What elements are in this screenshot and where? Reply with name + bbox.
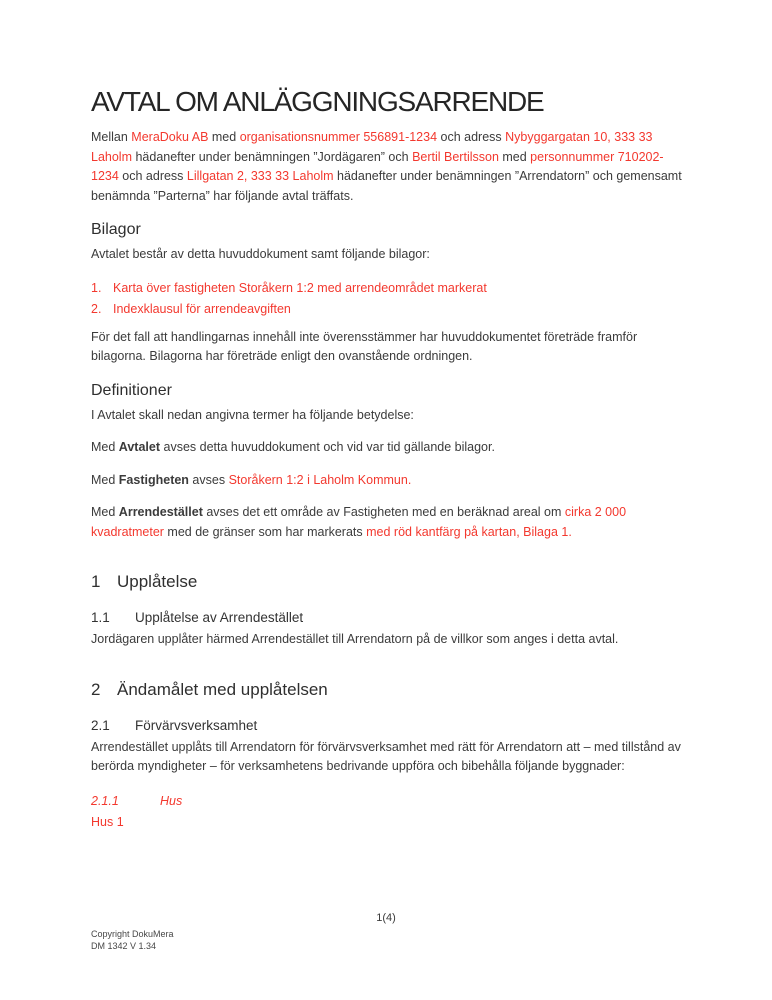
text-run: avses det ett område av Fastigheten med en beräknad areal om <box>202 505 565 519</box>
text-run: Bertil Bertilsson <box>412 149 499 164</box>
definitioner-lead: I Avtalet skall nedan angivna termer ha följande betydelse: <box>91 407 414 422</box>
text-run: avses detta huvuddokument och vid var tid gällande bilagor. <box>160 440 495 454</box>
section-number: 1 <box>91 572 101 591</box>
intro-paragraph <box>91 128 687 206</box>
attachment-item-number: 2. <box>91 301 102 316</box>
attachment-item-2 <box>91 299 687 320</box>
footer-doc-id: DM 1342 V 1.34 <box>91 940 157 951</box>
text-run: Med <box>91 505 119 519</box>
text-run: personnummer 710202-1234 <box>91 149 664 183</box>
subsection-title: Upplåtelse av Arrendestället <box>135 610 304 625</box>
section-2-1-1-value: Hus 1 <box>91 814 124 829</box>
text-run: med <box>208 130 240 144</box>
section-number: 2 <box>91 679 101 699</box>
section-2-1-body: Arrendestället upplåts till Arrendatorn för förvärvsverksamhet med rätt för Arrendatorn att – med tillstånd av berörda myndigheter – för verksamhetens bedrivande uppföra och bibehålla följande byggnader: <box>91 739 681 773</box>
footer-info <box>91 929 174 952</box>
subsection-number: 1.1 <box>91 610 110 625</box>
text-run: Arrendestället <box>118 505 203 519</box>
footer-copyright: Copyright DokuMera <box>91 929 174 939</box>
attachment-item-text: Karta över fastigheten Storåkern 1:2 med arrendeområdet markerat <box>113 280 487 295</box>
text-run: cirka 2 000 kvadratmeter <box>91 505 627 539</box>
section-1-1-body: Jordägaren upplåter härmed Arrendestället till Arrendatorn på de villkor som anges i detta avtal. <box>91 632 619 646</box>
attachment-list <box>91 278 687 320</box>
text-run: hädanefter under benämningen ”Arrendatorn” och gemensamt benämnda ”Parterna” har följande avtal träffats. <box>91 169 682 203</box>
text-run: Nybyggargatan 10, 333 33 Laholm <box>91 130 653 164</box>
attachment-item-number: 1. <box>91 280 102 295</box>
text-run: och adress <box>437 130 506 144</box>
text-run: med <box>498 149 531 164</box>
definition-avtalet <box>91 438 687 458</box>
text-run: Fastigheten <box>118 472 189 487</box>
section-title: Ändamålet med upplåtelsen <box>117 679 328 699</box>
text-run: med röd kantfärg på kartan, Bilaga 1. <box>366 524 572 539</box>
document-title: AVTAL OM ANLÄGGNINGSARRENDE <box>91 86 544 117</box>
heading-section-2-1 <box>91 716 687 736</box>
bilagor-note: För det fall att handlingarnas innehåll inte överensstämmer har huvuddokumentet företräde framför bilagorna. Bilagorna har företräde enligt den ovanstående ordningen. <box>91 329 638 363</box>
text-run: med de gränser som har markerats <box>163 524 367 539</box>
page-number: 1(4) <box>376 912 396 924</box>
heading-section-1-1 <box>91 608 687 628</box>
definition-fastigheten <box>91 471 687 491</box>
definition-arrendestallet <box>91 503 687 542</box>
heading-bilagor: Bilagor <box>91 221 141 238</box>
heading-section-2 <box>91 678 687 702</box>
section-title: Upplåtelse <box>117 572 198 591</box>
subsection-number: 2.1 <box>91 717 110 733</box>
heading-section-1 <box>91 570 687 594</box>
text-run: MeraDoku AB <box>131 130 209 144</box>
text-run: hädanefter under benämningen ”Jordägaren” och <box>132 149 413 164</box>
attachment-item-1 <box>91 278 687 299</box>
heading-section-2-1-1 <box>91 791 687 811</box>
subsubsection-number: 2.1.1 <box>91 793 119 808</box>
text-run: Med <box>91 472 119 487</box>
bilagor-lead: Avtalet består av detta huvuddokument samt följande bilagor: <box>91 247 430 261</box>
text-run: Mellan <box>91 130 132 144</box>
heading-definitioner: Definitioner <box>91 381 172 399</box>
subsubsection-title: Hus <box>160 793 183 808</box>
attachment-item-text: Indexklausul för arrendeavgiften <box>113 301 291 316</box>
text-run: avses <box>188 472 229 487</box>
text-run: Med <box>91 440 119 454</box>
text-run: Avtalet <box>118 440 161 454</box>
text-run: organisationsnummer 556891-1234 <box>239 130 438 144</box>
text-run: och adress <box>118 169 187 183</box>
text-run: Lillgatan 2, 333 33 Laholm <box>186 169 334 183</box>
text-run: Storåkern 1:2 i Laholm Kommun. <box>228 472 412 487</box>
subsection-title: Förvärvsverksamhet <box>135 717 258 733</box>
